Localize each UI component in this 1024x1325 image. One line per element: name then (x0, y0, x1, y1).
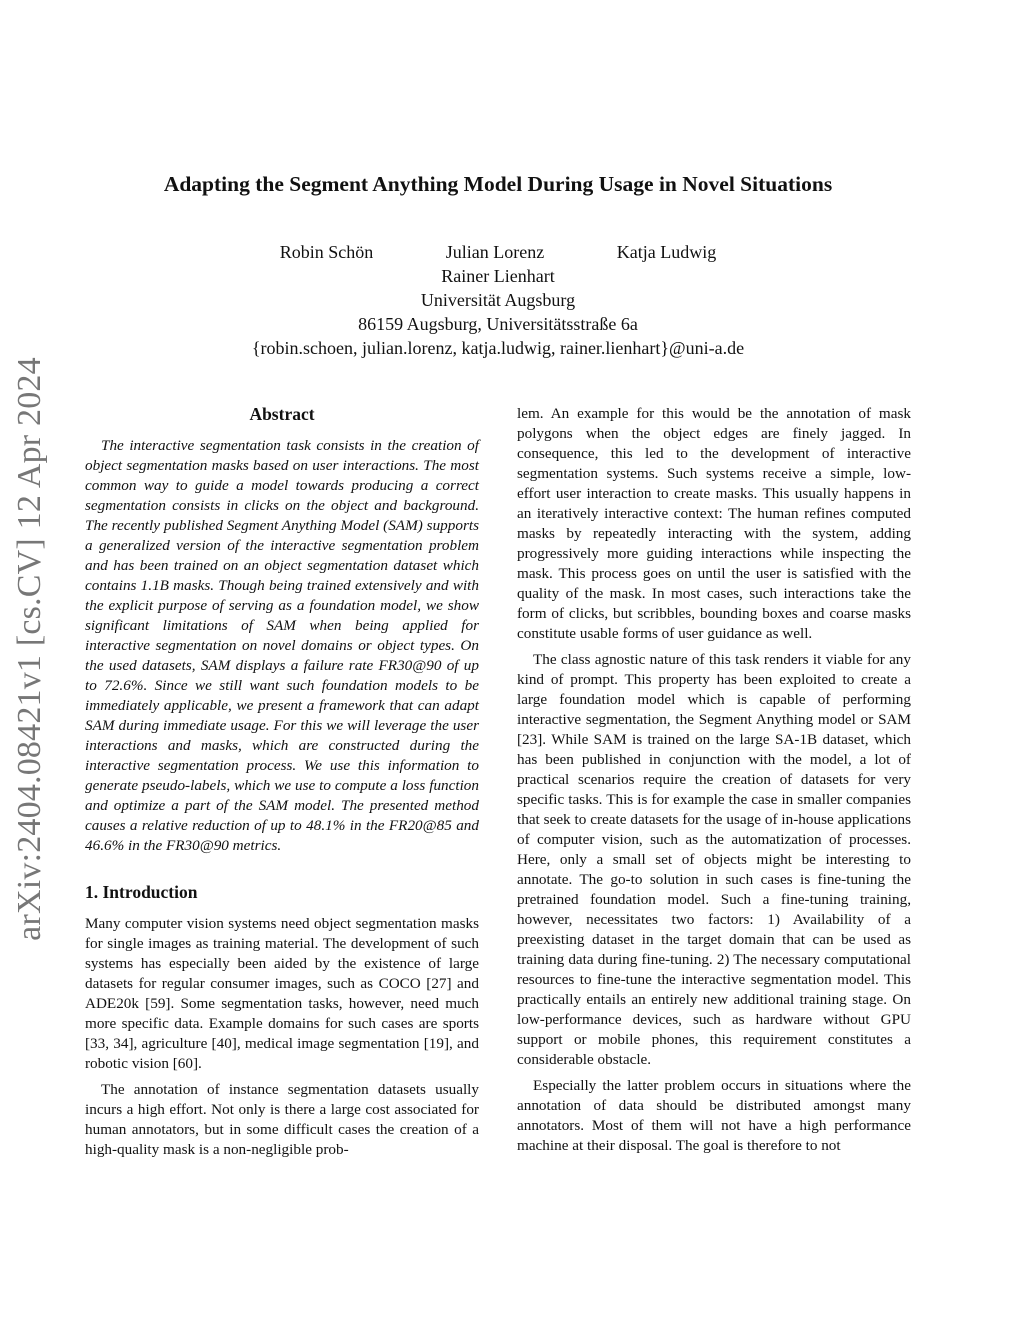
intro-paragraph-3: The class agnostic nature of this task renders it viable for any kind of prompt. This property has been exploited to create a large foundation model which is capable of performing interactive segmentation, the Segment Anything model or SAM [23]. While SAM is trained on the large SA-1B dataset, which has been published in conjunction with the model, a lot of practical scenarios require the creation of datasets for very specific tasks. This is for example the case in smaller companies that seek to create datasets for the usage of in-house applications of computer vision, such as the automatization of processes. Here, only a small set of objects might be interesting to annotate. The go-to solution in such cases is fine-tuning the pretrained foundation model. Such a fine-tuning training, however, necessitates two factors: 1) Availability of a preexisting dataset in the target domain that can be used as training data during fine-tuning. 2) The necessary computational resources to fine-tune the interactive segmentation model. This practically entails an entirely new additional training stage. On low-performance devices, such as hardware without GPU support or mobile phones, this requirement constitutes a considerable obstacle. (517, 651, 911, 1068)
emails: {robin.schoen, julian.lorenz, katja.ludwig, rainer.lienhart}@uni-a.de (251, 338, 745, 358)
left-column (85, 404, 479, 1160)
author-name: Rainer Lienhart (441, 266, 555, 286)
author-block (0, 240, 996, 360)
intro-paragraph-4: Especially the latter problem occurs in situations where the annotation of data should be distributed amongst many annotators. Most of them will not have a high performance machine at their disposal. The goal is therefore to not (517, 1077, 911, 1154)
paper-title: Adapting the Segment Anything Model During Usage in Novel Situations (163, 172, 833, 196)
author-name: Katja Ludwig (616, 242, 717, 262)
intro-paragraph-2-start: The annotation of instance segmentation datasets usually incurs a high effort. Not only is there a large cost associated for human annotators, but in some difficult cases the creation of a high-quality mask is a non-negligible prob- (85, 1081, 479, 1158)
arxiv-stamp: arXiv:2404.08421v1 [cs.CV] 12 Apr 2024 (11, 357, 48, 941)
intro-paragraph-1: Many computer vision systems need object segmentation masks for single images as training material. The development of such systems has especially been aided by the existence of large datasets for regular consumer images, such as COCO [27] and ADE20k [59]. Some segmentation tasks, however, need much more specific data. Example domains for such cases are sports [33, 34], agriculture [40], medical image segmentation [19], and robotic vision [60]. (85, 915, 479, 1072)
right-column (517, 404, 911, 1156)
author-name: Julian Lorenz (445, 242, 545, 262)
abstract-heading: Abstract (249, 404, 315, 424)
affiliation: Universität Augsburg (420, 290, 576, 310)
address: 86159 Augsburg, Universitätsstraße 6a (358, 314, 638, 334)
section-heading-introduction: 1. Introduction (85, 882, 198, 902)
author-name: Robin Schön (279, 242, 374, 262)
intro-paragraph-2-continued: lem. An example for this would be the annotation of mask polygons when the object edges are finely jagged. In consequence, this led to the development of interactive segmentation systems. Such systems receive a simple, low-effort user interaction to create masks. This usually happens in an iteratively interactive context: The human refines computed masks by repeatedly interacting with the system, adding progressively more guiding interactions while inspecting the mask. This process goes on until the user is satisfied with the quality of the mask. In most cases, such interactions take the form of clicks, but scribbles, bounding boxes and coarse masks constitute usable forms of user guidance as well. (517, 405, 911, 642)
abstract-text: The interactive segmentation task consists in the creation of object segmentation masks based on user interactions. The most common way to guide a model towards producing a correct segmentation consists in clicks on the object and background. The recently published Segment Anything Model (SAM) supports a generalized version of the interactive segmentation problem and has been trained on an object segmentation dataset which contains 1.1B masks. Though being trained extensively and with the explicit purpose of serving as a foundation model, we show significant limitations of SAM when being applied for interactive segmentation on novel domains or object types. On the used datasets, SAM displays a failure rate FR30@90 of up to 72.6%. Since we still want such foundation models to be immediately applicable, we present a framework that can adapt SAM during immediate usage. For this we will leverage the user interactions and masks, which are constructed during the interactive segmentation process. We use this information to generate pseudo-labels, which we use to compute a loss function and optimize a part of the SAM model. The presented method causes a relative reduction of up to 48.1% in the FR20@85 and 46.6% in the FR30@90 metrics. (85, 437, 479, 854)
